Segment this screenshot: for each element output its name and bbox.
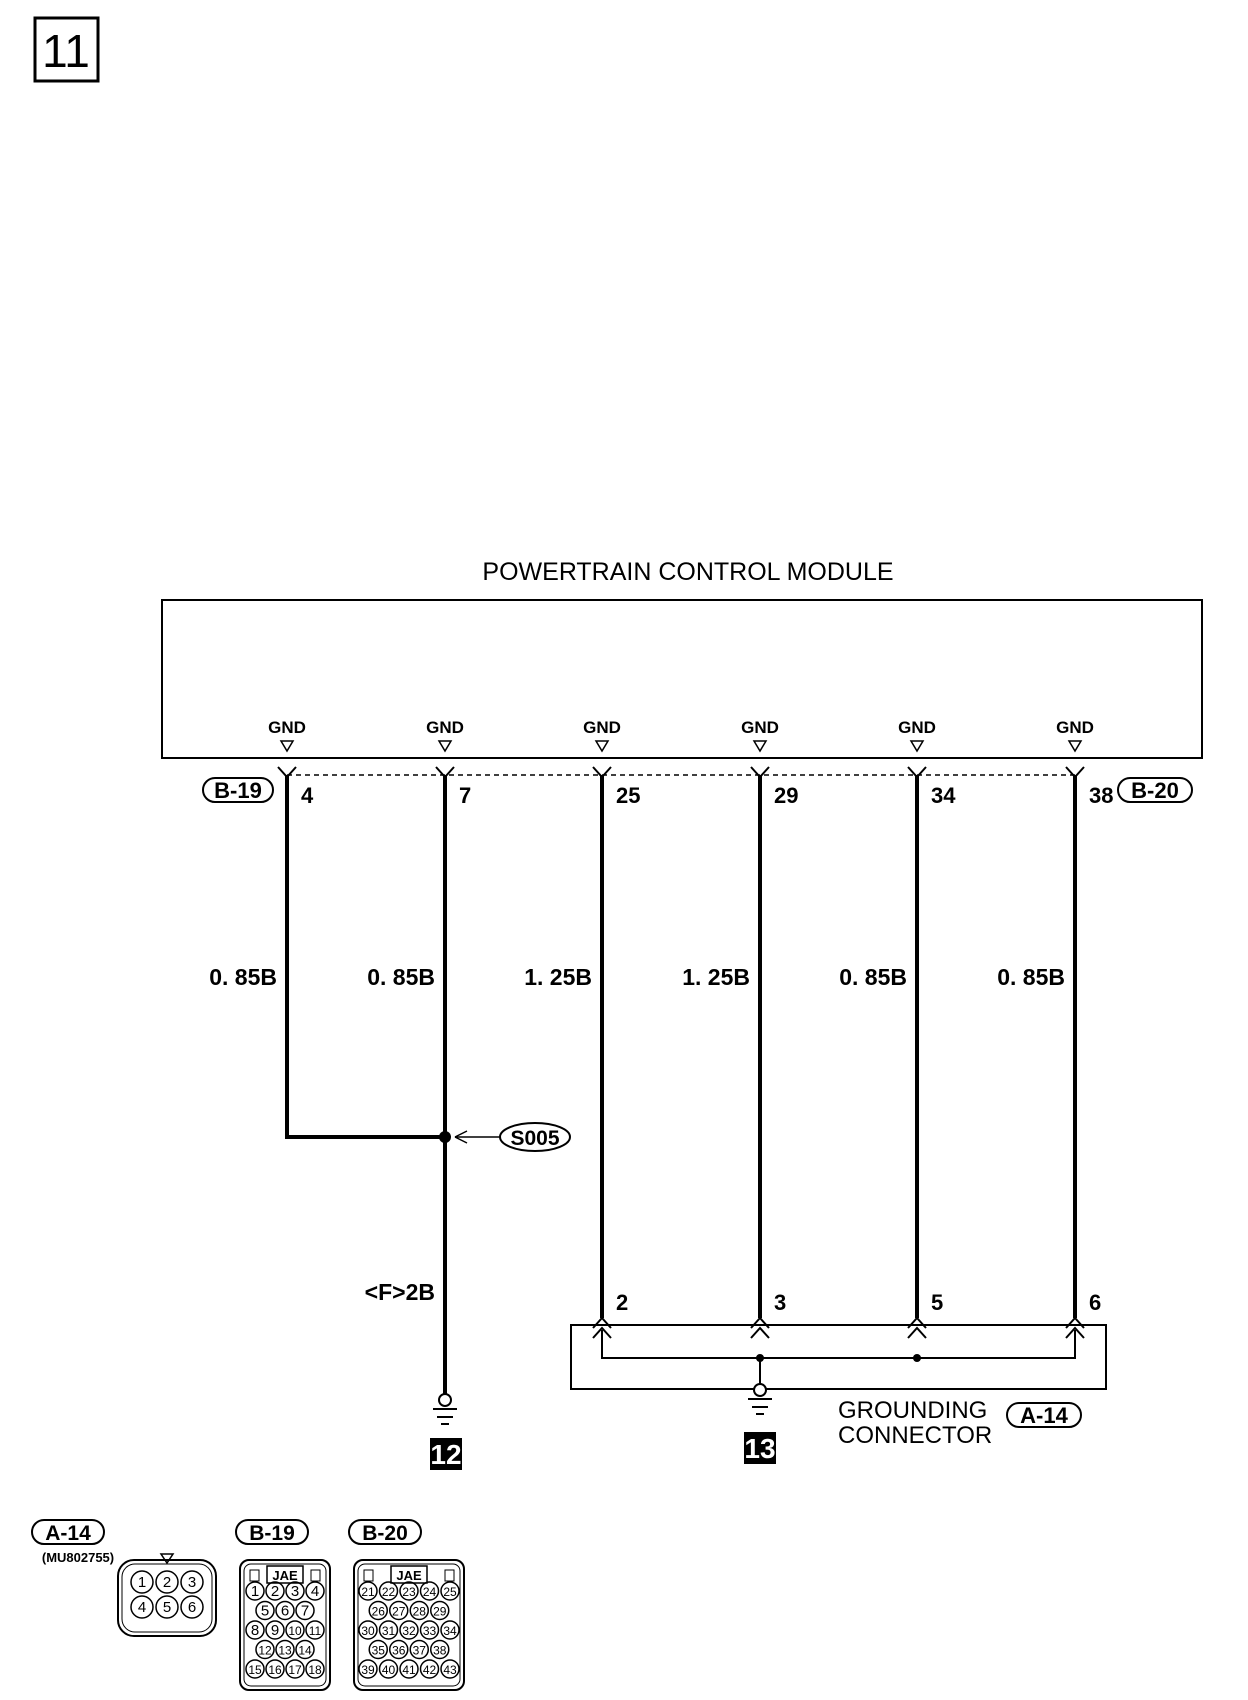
connector-pin-number: 4: [310, 1583, 320, 1600]
connector-pin-number: 27: [392, 1604, 406, 1619]
connector-pin-number: 13: [278, 1643, 292, 1658]
grounding-bus: [602, 1330, 1075, 1358]
gnd-label-pin-29: GND: [741, 718, 779, 737]
key-triangle-icon: [161, 1554, 173, 1563]
connector-pin-number: 2: [162, 1574, 172, 1591]
splice-point: [439, 1131, 451, 1143]
connector-pin-number: 30: [361, 1624, 375, 1638]
pin-number-25: 25: [616, 783, 641, 808]
gnd-triangle-icon: [1069, 741, 1081, 751]
connector-pin-number: 33: [422, 1624, 437, 1638]
svg-text:S005: S005: [510, 1127, 560, 1150]
connector-pin-number: 22: [381, 1585, 396, 1599]
connector-view-a-14: [32, 1520, 216, 1636]
svg-text:13: 13: [744, 1433, 776, 1464]
connector-pin-number: 28: [412, 1604, 426, 1619]
connector-view-tag: B-19: [249, 1522, 295, 1545]
connector-pin-number: 35: [371, 1643, 385, 1658]
page-number: 11: [42, 25, 90, 77]
pin-number-34: 34: [931, 783, 956, 808]
pin-number-38: 38: [1089, 783, 1114, 808]
connector-pin-number: 40: [381, 1663, 396, 1677]
module-box: [162, 600, 1202, 758]
pin-number-29: 29: [774, 783, 799, 808]
gnd-triangle-icon: [439, 741, 451, 751]
gnd-labels: [268, 718, 1094, 751]
grounding-connector-title-2: CONNECTOR: [838, 1422, 993, 1449]
grounding-pin-3: 3: [774, 1290, 787, 1315]
gnd-label-pin-4: GND: [268, 718, 306, 737]
wire-label-pin-4: 0. 85B: [209, 964, 277, 990]
connector-pin-number: 1: [137, 1574, 147, 1591]
connector-tag-a14: [1007, 1403, 1081, 1428]
gnd-triangle-icon: [911, 741, 923, 751]
ground-badge-12: [430, 1438, 462, 1470]
connector-pin-number: 16: [268, 1663, 282, 1677]
connector-maker: JAE: [272, 1568, 298, 1583]
svg-text:B-20: B-20: [1131, 778, 1179, 803]
grounding-pin-markers: [593, 1318, 1084, 1338]
connector-pin-number: 5: [162, 1599, 172, 1616]
ground-badge-13: [744, 1432, 776, 1464]
connector-pin-number: 3: [187, 1574, 197, 1591]
grounding-connector-title-1: GROUNDING: [838, 1397, 988, 1424]
ground-symbol-left: [433, 1394, 457, 1424]
connector-pin-number: 2: [270, 1583, 280, 1600]
connector-pin-number: 17: [288, 1663, 302, 1677]
gnd-triangle-icon: [281, 741, 293, 751]
wire-label-pin-34: 0. 85B: [839, 964, 907, 990]
wire-label-splice-out: <F>2B: [364, 1279, 435, 1305]
connector-pin-number: 21: [361, 1585, 375, 1599]
connector-pin-number: 26: [371, 1604, 385, 1619]
connector-view-b-19: [236, 1520, 330, 1690]
connector-pin-number: 3: [290, 1583, 300, 1600]
connector-view-tag: A-14: [45, 1522, 91, 1545]
connector-pin-number: 6: [187, 1599, 197, 1616]
connector-pin-number: 5: [260, 1602, 270, 1620]
grounding-pin-2: 2: [616, 1290, 629, 1315]
connector-pin-number: 31: [381, 1624, 396, 1638]
connector-pin-number: 29: [433, 1604, 447, 1619]
connector-pin-number: 11: [308, 1624, 322, 1638]
connector-pin-number: 39: [361, 1663, 375, 1677]
connector-part-number: (MU802755): [41, 1550, 115, 1565]
connector-pin-number: 37: [412, 1643, 426, 1658]
svg-text:A-14: A-14: [1020, 1403, 1068, 1428]
connector-view-b-20: [349, 1520, 464, 1690]
grounding-pin-5: 5: [931, 1290, 944, 1315]
connector-pin-number: 32: [402, 1624, 416, 1638]
wire-label-pin-25: 1. 25B: [524, 964, 592, 990]
connector-pin-number: 15: [248, 1663, 262, 1677]
wire-label-pin-29: 1. 25B: [682, 964, 750, 990]
connector-pin-number: 8: [250, 1622, 260, 1639]
connector-pin-number: 42: [422, 1663, 437, 1677]
wire-label-pin-7: 0. 85B: [367, 964, 435, 990]
connector-pin-number: 1: [250, 1583, 260, 1600]
splice-tag: [500, 1123, 570, 1151]
pin-number-4: 4: [301, 783, 314, 808]
gnd-label-pin-34: GND: [898, 718, 936, 737]
pin-number-7: 7: [459, 783, 472, 808]
connector-pin-number: 6: [280, 1602, 290, 1620]
connector-pin-number: 4: [137, 1599, 147, 1616]
connector-pin-number: 12: [258, 1643, 272, 1658]
connector-pin-number: 38: [433, 1643, 447, 1658]
connector-pin-number: 25: [443, 1585, 457, 1599]
svg-text:12: 12: [430, 1439, 462, 1470]
connector-pin-number: 9: [270, 1622, 280, 1639]
connector-pin-number: 10: [288, 1624, 302, 1638]
grounding-pin-6: 6: [1089, 1290, 1102, 1315]
gnd-triangle-icon: [754, 741, 766, 751]
connector-maker: JAE: [396, 1568, 422, 1583]
connector-tag-b19: [203, 778, 273, 803]
gnd-label-pin-7: GND: [426, 718, 464, 737]
gnd-label-pin-38: GND: [1056, 718, 1094, 737]
connector-view-tag: B-20: [362, 1522, 408, 1545]
connector-pin-number: 36: [392, 1643, 406, 1658]
gnd-label-pin-25: GND: [583, 718, 621, 737]
connector-tag-b20: [1118, 778, 1192, 803]
wire-pin-4: [287, 775, 445, 1137]
connector-pin-number: 43: [443, 1663, 457, 1677]
connector-pin-number: 34: [443, 1624, 457, 1638]
connector-views: [32, 1520, 464, 1690]
gnd-triangle-icon: [596, 741, 608, 751]
svg-text:B-19: B-19: [214, 778, 262, 803]
connector-pin-number: 23: [402, 1585, 416, 1599]
module-title: POWERTRAIN CONTROL MODULE: [482, 558, 894, 586]
connector-pin-number: 7: [300, 1602, 310, 1620]
connector-pin-number: 18: [308, 1663, 322, 1677]
connector-pin-number: 41: [402, 1663, 416, 1677]
wire-label-pin-38: 0. 85B: [997, 964, 1065, 990]
connector-pin-number: 24: [422, 1585, 437, 1599]
connector-pin-number: 14: [298, 1643, 312, 1658]
